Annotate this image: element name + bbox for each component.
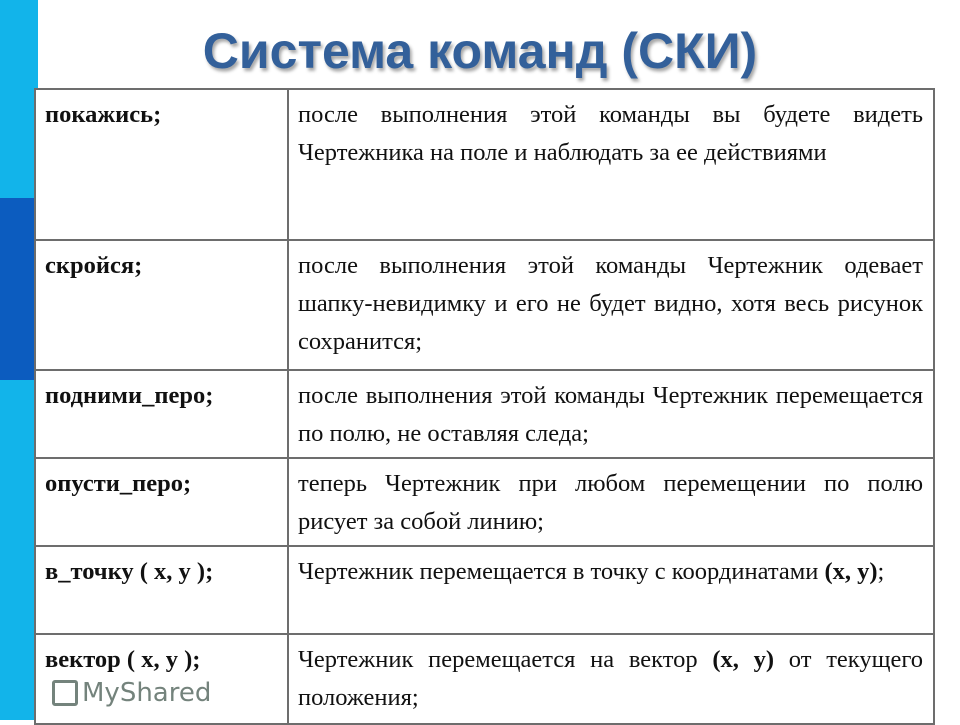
presentation-icon <box>52 680 78 706</box>
description-text: Чертежник перемещается на вектор <box>298 646 713 673</box>
description-text: Чертежник перемещается в точку с координатами <box>298 558 825 585</box>
side-accent-bar-dark <box>0 198 38 380</box>
description-text: после выполнения этой команды вы будете видеть Чертежника на поле и наблюдать за ее действиями <box>298 101 923 166</box>
description-cell <box>288 240 934 370</box>
command-cell: подними_перо; <box>35 370 288 458</box>
commands-table <box>34 88 935 725</box>
table-row <box>35 546 934 634</box>
description-text: от текущего положения; <box>298 646 924 711</box>
description-cell <box>288 634 934 724</box>
table-row <box>35 89 934 240</box>
command-cell: опусти_перо; <box>35 458 288 546</box>
description-cell <box>288 89 934 240</box>
description-text: ; <box>877 558 885 585</box>
description-cell <box>288 546 934 634</box>
description-text: (x, y) <box>712 646 775 673</box>
watermark <box>52 678 211 708</box>
command-cell: покажись; <box>35 89 288 240</box>
watermark-text: MyShared <box>82 678 212 708</box>
description-text: теперь Чертежник при любом перемещении по полю рисует за собой линию; <box>298 470 923 535</box>
description-cell <box>288 458 934 546</box>
description-text: после выполнения этой команды Чертежник одевает шапку-невидимку и его не будет видно, хотя весь рисунок сохранится; <box>298 252 923 355</box>
table-row <box>35 370 934 458</box>
command-cell: в_точку ( x, y ); <box>35 546 288 634</box>
description-cell <box>288 370 934 458</box>
table-row <box>35 240 934 370</box>
command-cell: вектор ( x, y ); <box>35 634 288 724</box>
description-text: после выполнения этой команды Чертежник перемещается по полю, не оставляя следа; <box>298 382 923 447</box>
table-row <box>35 458 934 546</box>
description-text: (x, y) <box>824 558 878 585</box>
slide-title: Система команд (СКИ) <box>202 23 758 79</box>
command-cell: скройся; <box>35 240 288 370</box>
